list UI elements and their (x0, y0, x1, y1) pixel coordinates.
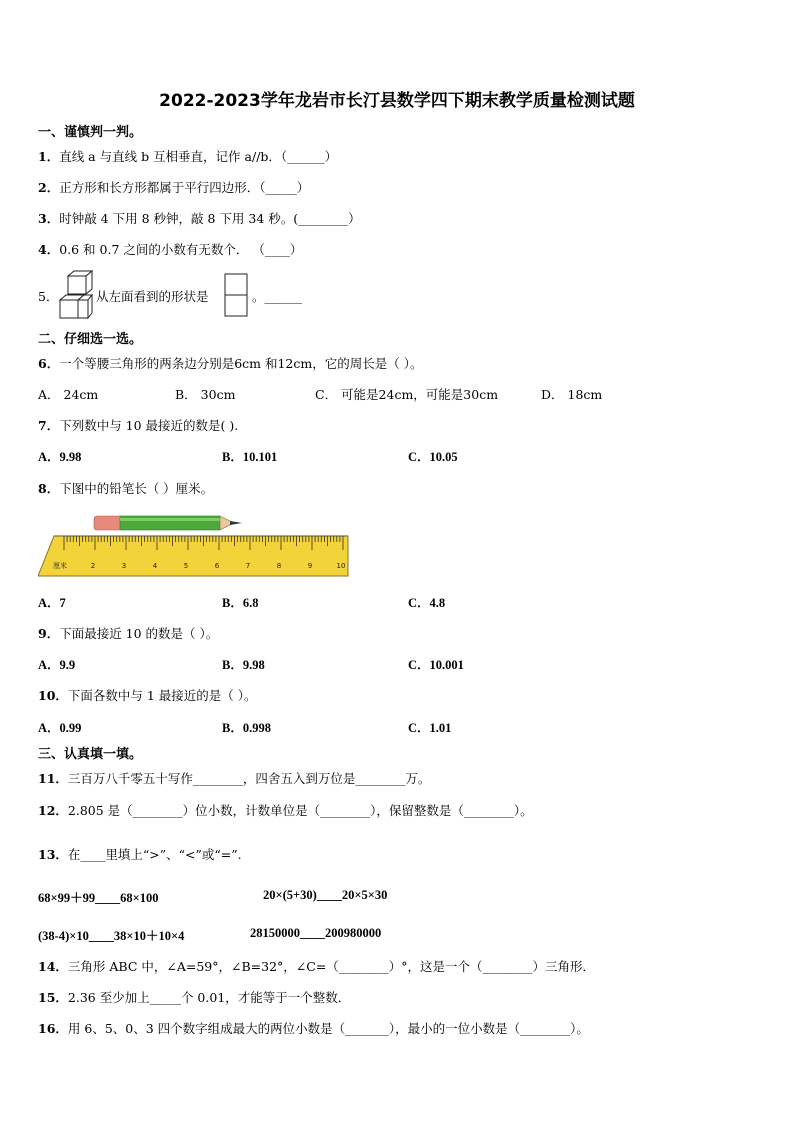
question-text: 三百万八千零五十写作________，四舍五入到万位是________万。 (67, 771, 431, 786)
question-text: 在____里填上“>”、“<”或“=”. (67, 847, 242, 862)
question-number: 4． (38, 242, 60, 257)
question-5-text: 从左面看到的形状是 (96, 289, 209, 304)
section-heading-judge: 一、谨慎判一判。 (38, 125, 143, 140)
question-text: 一个等腰三角形的两条边分别是6cm 和12cm，它的周长是（ ）。 (59, 356, 423, 371)
question-1 (38, 147, 337, 165)
question-text: 正方形和长方形都属于平行四边形．（_____） (59, 180, 310, 195)
ruler (38, 536, 348, 576)
question-text: 下列数中与 10 最接近的数是( ). (59, 418, 239, 433)
option-9a: A．9.9 (38, 658, 76, 672)
ruler-tick-label: 5 (183, 562, 189, 570)
question-text: 2.36 至少加上_____个 0.01，才能等于一个整数． (67, 990, 351, 1005)
question-16 (38, 1019, 589, 1037)
option-6b: B． 30cm (175, 387, 236, 402)
section-heading-choose: 二、仔细选一选。 (38, 332, 143, 347)
question-number: 7． (38, 418, 60, 433)
option-8b: B．6.8 (222, 596, 259, 610)
question-text: 三角形 ABC 中，∠A=59°，∠B=32°，∠C=（________）°，这是一个（________）三角形． (67, 959, 596, 974)
ruler-tick-label: 7 (245, 562, 251, 570)
question-14 (38, 957, 595, 975)
question-5-answer: 。______ (252, 289, 303, 304)
ruler-unit-label: 厘米 (53, 562, 67, 570)
question-text: 用 6、5、0、3 四个数字组成最大的两位小数是（_______），最小的一位小数是（________）。 (67, 1021, 589, 1036)
option-6a: A． 24cm (38, 387, 99, 402)
question-text: 2.805 是（________）位小数，计数单位是（________），保留整数是（________）。 (67, 803, 533, 818)
question-12 (38, 801, 533, 819)
left-view-figure (224, 273, 248, 317)
question-2 (38, 178, 309, 196)
ruler-tick-label: 6 (214, 562, 220, 570)
question-number: 11． (38, 771, 68, 786)
option-6d: D． 18cm (541, 387, 603, 402)
pencil (94, 516, 242, 530)
option-10a: A．0.99 (38, 721, 82, 735)
question-8 (38, 479, 213, 497)
option-8a: A．7 (38, 596, 66, 610)
page-title: 2022-2023学年龙岩市长汀县数学四下期末教学质量检测试题 (159, 91, 635, 111)
question-4 (38, 240, 302, 258)
pencil-ruler-figure (38, 510, 350, 578)
compare-expression: (38-4)×10____38×10＋10×4 (38, 929, 185, 943)
option-10b: B．0.998 (222, 721, 271, 735)
option-7b: B．10.101 (222, 450, 278, 464)
option-9c: C．10.001 (408, 658, 464, 672)
question-number: 14． (38, 959, 68, 974)
cube-stack-figure (58, 270, 96, 320)
compare-expression: 28150000____200980000 (250, 926, 382, 940)
compare-expression: 20×(5+30)____20×5×30 (263, 888, 388, 902)
question-number: 1． (38, 149, 60, 164)
question-text: 时钟敲 4 下用 8 秒钟，敲 8 下用 34 秒。(________） (59, 211, 361, 226)
question-11 (38, 769, 430, 787)
option-7c: C．10.05 (408, 450, 458, 464)
question-number: 16． (38, 1021, 68, 1036)
ruler-tick-label: 9 (307, 562, 313, 570)
question-number: 13． (38, 847, 68, 862)
question-text: 下面各数中与 1 最接近的是（ ）。 (67, 688, 257, 703)
question-9 (38, 624, 218, 642)
question-number: 3． (38, 211, 60, 226)
option-7a: A．9.98 (38, 450, 82, 464)
question-number: 12． (38, 803, 68, 818)
question-number: 2． (38, 180, 60, 195)
option-6c: C． 可能是24cm，可能是30cm (315, 387, 499, 402)
question-10 (38, 686, 257, 704)
question-number: 8． (38, 481, 60, 496)
question-number: 9． (38, 626, 60, 641)
ruler-tick-label: 3 (121, 562, 127, 570)
question-text: 下图中的铅笔长（ ）厘米。 (59, 481, 214, 496)
question-number: 6． (38, 356, 60, 371)
question-3 (38, 209, 361, 227)
question-number: 15． (38, 990, 68, 1005)
option-10c: C．1.01 (408, 721, 452, 735)
question-text: 0.6 和 0.7 之间的小数有无数个． （____） (59, 242, 303, 257)
section-heading-fill: 三、认真填一填。 (38, 747, 143, 762)
ruler-tick-label: 8 (276, 562, 282, 570)
option-8c: C．4.8 (408, 596, 446, 610)
question-number: 10． (38, 688, 68, 703)
question-text: 下面最接近 10 的数是（ ）。 (59, 626, 219, 641)
ruler-tick-label: 4 (152, 562, 158, 570)
question-6 (38, 354, 422, 372)
question-5-number: 5． (38, 289, 59, 304)
compare-expression: 68×99＋99____68×100 (38, 891, 159, 905)
ruler-tick-label: 10 (336, 562, 346, 570)
question-15 (38, 988, 350, 1006)
question-13 (38, 845, 242, 863)
ruler-tick-label: 2 (90, 562, 96, 570)
question-7 (38, 416, 238, 434)
question-text: 直线 a 与直线 b 互相垂直，记作 a//b．（______） (59, 149, 338, 164)
option-9b: B．9.98 (222, 658, 265, 672)
